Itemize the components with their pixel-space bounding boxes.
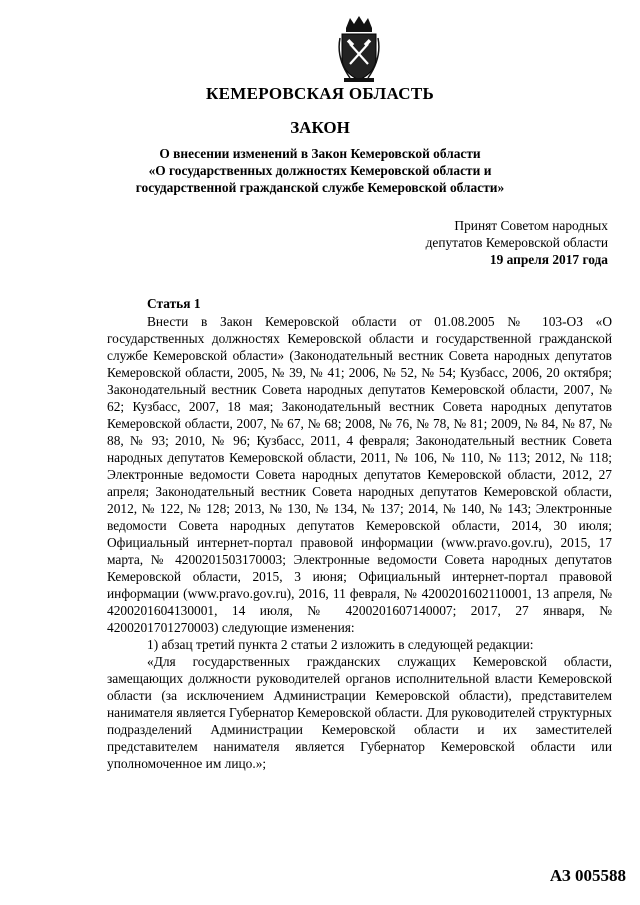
amendment-item: 1) абзац третий пункта 2 статьи 2 изложить в следующей редакции: — [147, 637, 534, 652]
coat-of-arms-icon — [336, 14, 382, 84]
law-title-line: «О государственных должностях Кемеровской области и — [148, 163, 492, 178]
law-title-line: государственной гражданской службе Кемеровской области» — [135, 180, 505, 195]
adoption-line: Принят Советом народных — [454, 218, 608, 233]
adoption-block — [426, 217, 608, 268]
region-title: КЕМЕРОВСКАЯ ОБЛАСТЬ — [206, 84, 434, 103]
article-intro-paragraph: Внести в Закон Кемеровской области от 01.08.2005 № 103-ОЗ «О государственных должностях Кемеровской области и государственной гражданской службе Кемеровской области» (Законодательный вестник Совета народных депутатов Кемеровской области, 2005, № 39, № 41; 2006, № 52, № 54; Кузбасс, 2006, 20 октября; Законодательный вестник Совета народных депутатов Кемеровской области, 2007, № 62; Кузбасс, 2007, 18 мая; Законодательный вестник Совета народных депутатов Кемеровской области, 2007, № 67, № 68; 2008, № 76, № 78, № 81; 2009, № 84, № 87, № 88, № 93; 2010, № 96; Кузбасс, 2011, 4 февраля; Законодательный вестник Совета народных депутатов Кемеровской области, 2011, № 106, № 110, № 113; 2012, № 118; Электронные ведомости Совета народных депутатов Кемеровской области, 2012, 27 апреля; Законодательный вестник Совета народных депутатов Кемеровской области, 2012, № 122, № 128; 2013, № 130, № 134, № 137; 2014, № 140, № 143; Электронные ведомости Совета народных депутатов Кемеровской области, 2014, 30 июля; Официальный интернет-портал правовой информации (www.pravo.gov.ru), 2015, 17 марта, № 4200201503170003; Электронные ведомости Совета народных депутатов Кемеровской области, 2015, 3 июня; Официальный интернет-портал правовой информации (www.pravo.gov.ru), 2016, 11 февраля, № 4200201602110001, 13 апреля, № 4200201604130001, 14 июля, № 4200201607140007; 2017, 27 января, № 4200201701270003) следующие изменения: — [107, 314, 612, 635]
adoption-line: депутатов Кемеровской области — [425, 235, 608, 250]
form-serial-number: АЗ 005588 — [549, 866, 626, 885]
law-title-line: О внесении изменений в Закон Кемеровской области — [159, 146, 481, 161]
article-body — [107, 313, 612, 772]
adoption-date: 19 апреля 2017 года — [489, 252, 608, 267]
document-type: ЗАКОН — [290, 118, 350, 137]
law-title — [90, 145, 550, 196]
amendment-quote: «Для государственных гражданских служащих Кемеровской области, замещающих должности руководителей органов исполнительной власти Кемеровской области (за исключением Администрации Кемеровской области), представителем нанимателя является Губернатор Кемеровской области. Для руководителей структурных подразделений Администрации Кемеровской области и их заместителей представителем нанимателя является Губернатор Кемеровской области или уполномоченное им лицо.»; — [107, 654, 612, 771]
article-heading: Статья 1 — [147, 296, 201, 311]
